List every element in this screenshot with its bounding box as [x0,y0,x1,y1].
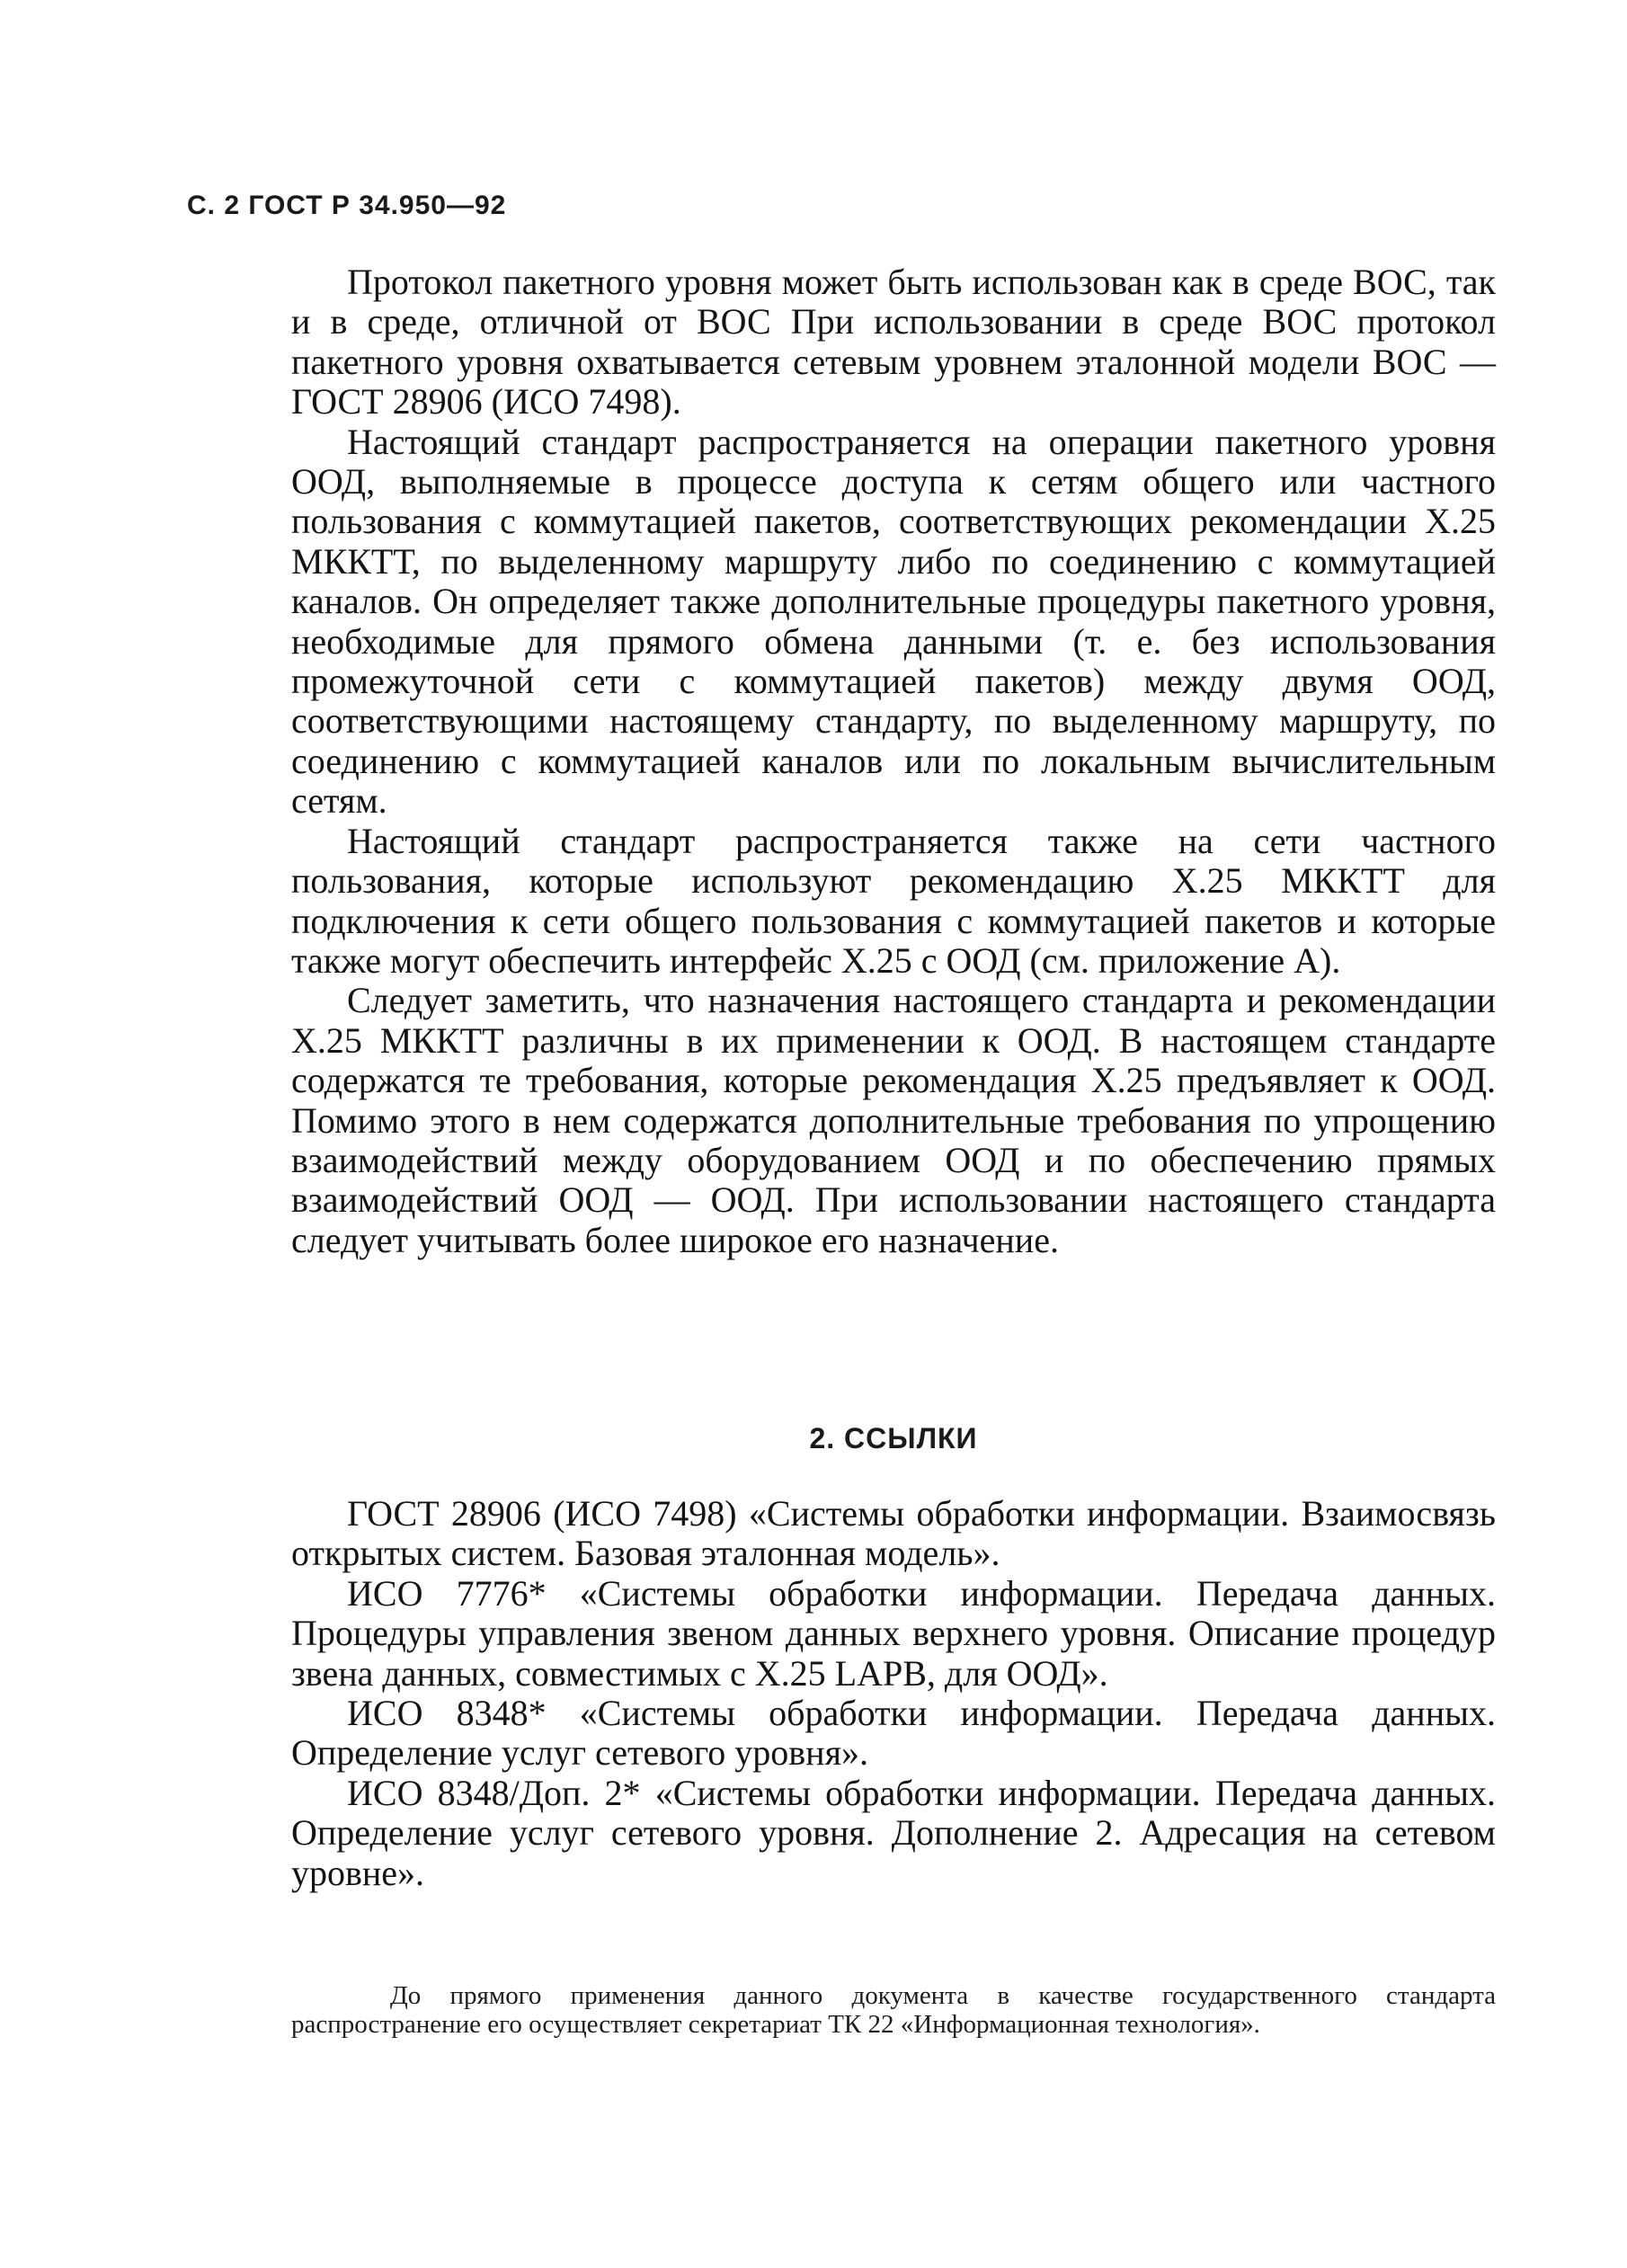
page-header: С. 2 ГОСТ Р 34.950—92 [187,191,507,220]
reference-item: ИСО 7776* «Системы обработки информации. Передача данных. Процедуры управления звеном данных верхнего уровня. Описание процедур звена данных, совместимых с Х.25 LAPB, для ООД». [291,1572,1496,1694]
reference-item: ГОСТ 28906 (ИСО 7498) «Системы обработки информации. Взаимосвязь открытых систем. Базовая эталонная модель». [291,1493,1496,1574]
paragraph: Настоящий стандарт распространяется также на сети частного пользования, которые используют рекомендацию Х.25 МККТТ для подключения к сети общего пользования с коммутацией пакетов и которые также могут обеспечить интерфейс Х.25 с ООД (см. приложение А). [291,820,1496,981]
references-list [291,1494,1496,1893]
paragraph: Настоящий стандарт распространяется на операции пакетного уровня ООД, выполняемые в процессе доступа к сетям общего или частного пользования с коммутацией пакетов, соответствующих рекомендации Х.25 МККТТ, по выделенному маршруту либо по соединению с коммутацией каналов. Он определяет также дополнительные процедуры пакетного уровня, необходимые для прямого обмена данными (т. е. без использования промежуточной сети с коммутацией пакетов) между двумя ООД, соответствующими настоящему стандарту, по выделенному маршруту, по соединению с коммутацией каналов или по локальным вычислительным сетям. [291,421,1496,822]
reference-item: ИСО 8348/Доп. 2* «Системы обработки информации. Передача данных. Определение услуг сетевого уровня. Дополнение 2. Адресация на сетевом уровне». [291,1772,1496,1893]
paragraph: Протокол пакетного уровня может быть использован как в среде ВОС, так и в среде, отличной от ВОС При использовании в среде ВОС протокол пакетного уровня охватывается сетевым уровнем эталонной модели ВОС — ГОСТ 28906 (ИСО 7498). [291,262,1496,422]
footnote [291,1981,1496,2039]
paragraph: Следует заметить, что назначения настоящего стандарта и рекомендации Х.25 МККТТ различны в их применении к ООД. В настоящем стандарте содержатся те требования, которые рекомендация Х.25 предъявляет к ООД. Помимо этого в нем содержатся дополнительные требования по упрощению взаимодействий между оборудованием ООД и по обеспечению прямых взаимодействий ООД — ООД. При использовании настоящего стандарта следует учитывать более широкое его назначение. [291,980,1496,1260]
reference-item: ИСО 8348* «Системы обработки информации. Передача данных. Определение услуг сетевого уровня». [291,1693,1496,1774]
body-text [291,262,1496,1260]
footnote-text: До прямого применения данного документа в качестве государственного стандарта распространение его осуществляет секретариат ТК 22 «Информационная технология». [291,1981,1496,2039]
section-heading: 2. ССЫЛКИ [809,1422,978,1454]
